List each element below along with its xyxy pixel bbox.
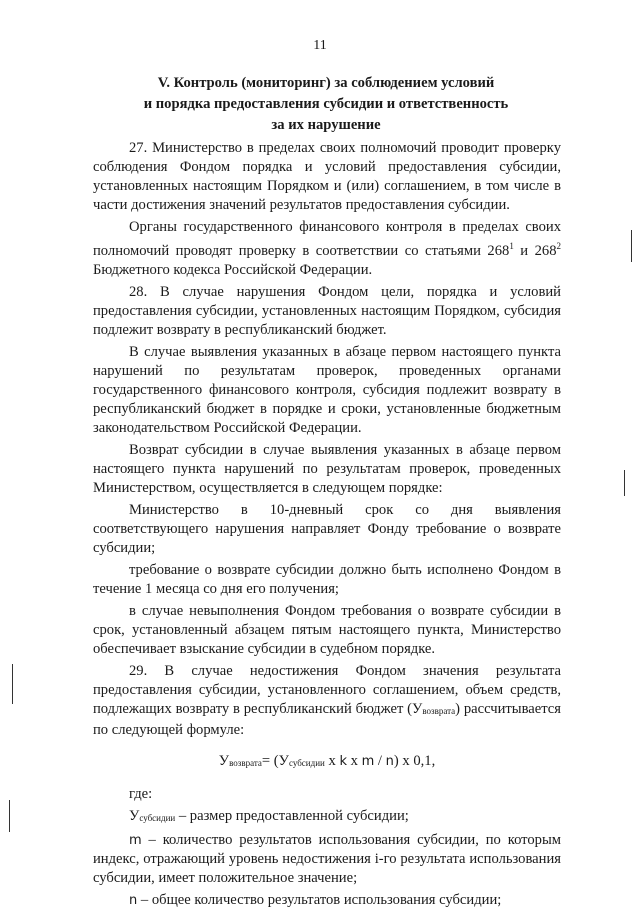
page-number: 11 <box>313 38 327 53</box>
formula-tail: ) x 0,1, <box>393 753 436 769</box>
paragraph-text: 29. В случае недостижения Фондом значения результата предоставления субсидии, установленного соглашением, объем средств, подлежащих возврату в республиканский бюджет (У <box>93 663 561 717</box>
superscript: 2 <box>556 241 562 251</box>
heading-line-2: и порядка предоставления субсидии и ответственность <box>143 96 509 112</box>
formula-equals: = (У <box>261 753 289 769</box>
paragraph-28-demand-deadline: требование о возврате субсидии должно быть исполнено Фондом в течение 1 месяца со дня его получения; <box>93 562 561 597</box>
paragraph-28-court-recovery: в случае невыполнения Фондом требования о возврате субсидии в срок, установленный абзацем пятым настоящего пункта, Министерство обеспечивает взыскание субсидии в судебном порядке. <box>93 603 561 657</box>
superscript: 1 <box>509 241 514 251</box>
definition-symbol: n <box>129 893 138 908</box>
formula-lhs: У <box>218 753 230 769</box>
formula-subsidy-subscript: субсидии <box>288 758 325 768</box>
definition-text: – общее количество результатов использования субсидии; <box>137 892 502 908</box>
formula-times: x <box>350 753 358 769</box>
paragraph-28-ministry-demand: Министерство в 10-дневный срок со дня выявления соответствующего нарушения направляет Фонду требование о возврате субсидии; <box>93 502 561 556</box>
definition-n <box>93 891 561 910</box>
definition-symbol: У <box>129 808 140 824</box>
formula-slash: / <box>377 753 382 769</box>
formula-lhs-subscript: возврата <box>229 758 262 768</box>
scan-edge-mark <box>9 800 10 832</box>
definition-symbol: m <box>129 833 142 848</box>
paragraph-29 <box>93 662 561 740</box>
paragraph-text: Бюджетного кодекса Российской Федерации. <box>93 262 373 278</box>
section-heading <box>96 73 556 136</box>
paragraph-text: Органы государственного финансового контроля в пределах своих полномочий проводят проверку в соответствии со статьями 268 <box>93 219 561 259</box>
paragraph-text: и 268 <box>513 243 557 259</box>
subscript: возврата <box>422 706 456 716</box>
scan-edge-mark <box>631 230 632 262</box>
paragraph-28-control-violations: В случае выявления указанных в абзаце первом настоящего пункта нарушений по результатам проверок, проведенных органами государственного финансового контроля, субсидия подлежит возврату в республиканский бюджет в порядке и сроки, установленные бюджетным законодательством Российской Федерации. <box>93 344 561 436</box>
paragraph-28-return-procedure: Возврат субсидии в случае выявления указанных в абзаце первом настоящего пункта нарушений по результатам проверок, проведенных Министерством, осуществляется в следующем порядке: <box>93 442 561 496</box>
definition-subscript: субсидии <box>139 813 176 823</box>
definitions-where: где: <box>129 786 153 802</box>
formula-m: m <box>361 754 375 769</box>
paragraph-28: 28. В случае нарушения Фондом цели, порядка и условий предоставления субсидии, установленных настоящим Порядком, субсидия подлежит возврату в республиканский бюджет. <box>93 284 561 338</box>
heading-line-3: за их нарушение <box>271 117 381 133</box>
definition-text: – количество результатов использования субсидии, по которым индекс, отражающий уровень недостижения i-го результата использования субсидии, имеет положительное значение; <box>93 832 561 886</box>
scan-edge-mark <box>624 470 625 496</box>
paragraph-27: 27. Министерство в пределах своих полномочий проводит проверку соблюдения Фондом порядка и условий предоставления субсидии, установленных настоящим Порядком и (или) соглашением, в том числе в части достижения значений результатов предоставления субсидии. <box>93 140 561 213</box>
definition-m <box>93 831 561 888</box>
return-formula <box>93 752 561 773</box>
formula-n: n <box>385 754 394 769</box>
document-body <box>93 139 561 913</box>
formula-times: x <box>328 753 336 769</box>
scan-edge-mark <box>12 664 13 704</box>
heading-line-1: V. Контроль (мониторинг) за соблюдением условий <box>157 75 495 91</box>
formula-k: k <box>339 754 347 769</box>
definition-text: – размер предоставленной субсидии; <box>175 808 409 824</box>
paragraph-27-control-bodies <box>93 218 561 280</box>
definition-u <box>93 807 561 828</box>
paragraph-text: ) рассчитывается по следующей формуле: <box>93 701 561 738</box>
